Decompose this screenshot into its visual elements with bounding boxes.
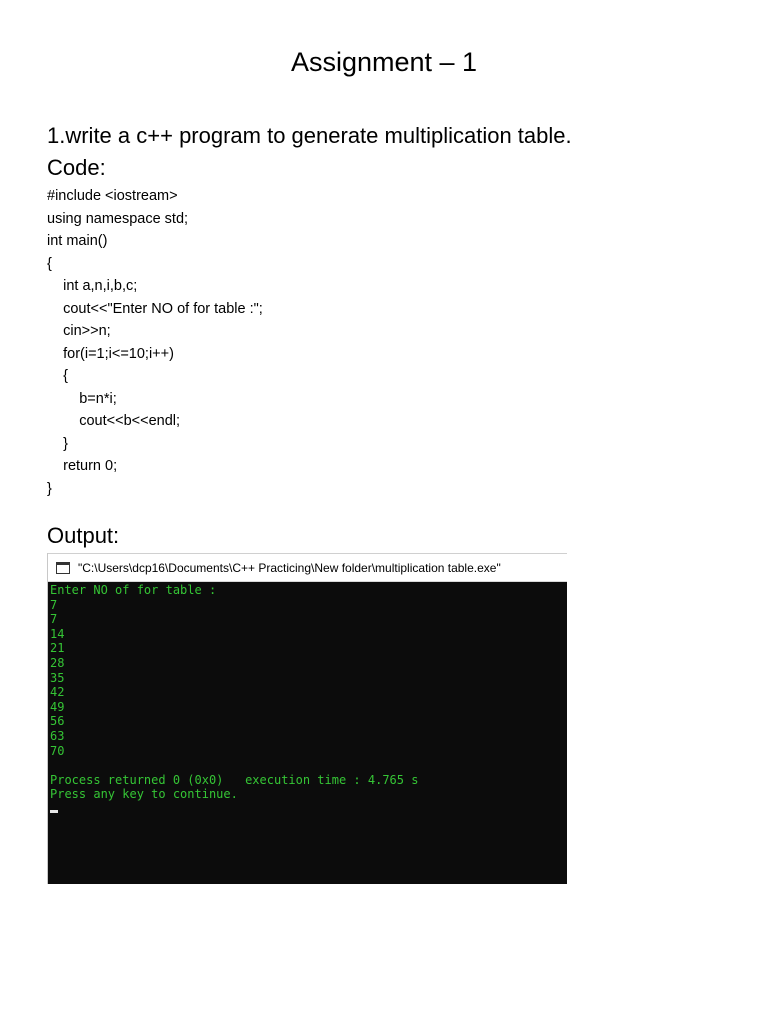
- console-cursor: [50, 810, 58, 813]
- console-line: 21: [50, 641, 65, 656]
- console-line: 7: [50, 612, 58, 627]
- console-titlebar: [48, 553, 567, 582]
- console-line: Press any key to continue.: [50, 787, 238, 802]
- code-line: {: [47, 368, 68, 384]
- code-line: int main(): [47, 233, 108, 249]
- code-line: for(i=1;i<=10;i++): [47, 345, 174, 362]
- console-output: [50, 583, 567, 884]
- console-cursor-line: [50, 802, 567, 817]
- question-text: 1.write a c++ program to generate multiplication table.: [47, 123, 572, 148]
- code-heading: Code:: [47, 155, 106, 180]
- code-line: using namespace std;: [47, 210, 189, 227]
- console-line: Enter NO of for table :: [50, 583, 217, 597]
- console-screenshot: [47, 553, 567, 884]
- console-app-icon: [56, 562, 70, 574]
- console-line: 14: [50, 626, 65, 641]
- code-line: cin>>n;: [47, 323, 111, 339]
- console-line: 56: [50, 714, 65, 729]
- console-line: 7: [50, 597, 58, 612]
- console-line: 42: [50, 685, 65, 700]
- console-line: 63: [50, 728, 65, 743]
- document-title: Assignment – 1: [290, 47, 478, 77]
- code-line: }: [47, 435, 68, 452]
- code-line: return 0;: [47, 458, 118, 474]
- code-line: cout<<"Enter NO of for table :";: [47, 300, 263, 317]
- code-line: cout<<b<<endl;: [47, 413, 181, 429]
- console-line: [50, 758, 567, 773]
- code-line: b=n*i;: [47, 390, 117, 407]
- console-line: 28: [50, 655, 65, 670]
- code-line: }: [47, 480, 52, 497]
- console-line: Process returned 0 (0x0) execution time : 4.765 s: [50, 772, 419, 787]
- output-heading: Output:: [47, 523, 120, 548]
- code-line: #include <iostream>: [47, 188, 178, 204]
- code-line: int a,n,i,b,c;: [47, 278, 138, 294]
- console-line: 49: [50, 699, 65, 714]
- code-block: [47, 185, 263, 500]
- console-line: 35: [50, 670, 65, 685]
- console-title: "C:\Users\dcp16\Documents\C++ Practicing\New folder\multiplication table.exe": [78, 560, 501, 575]
- console-line: 70: [50, 743, 65, 758]
- code-line: {: [47, 255, 52, 272]
